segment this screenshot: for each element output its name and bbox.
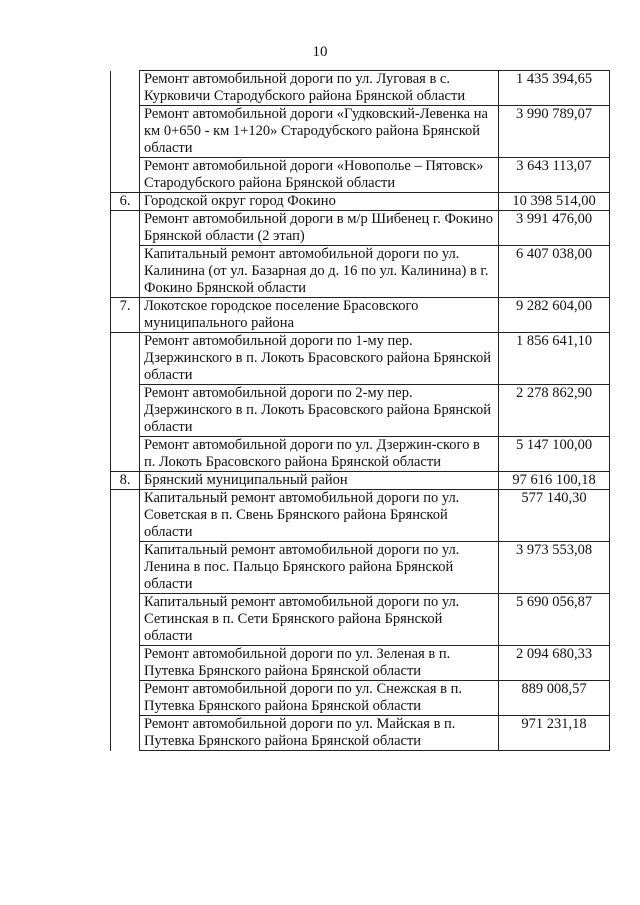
table-row (111, 211, 610, 246)
cell-num (111, 71, 140, 106)
table-row-group (111, 193, 610, 211)
cell-amount: 3 973 553,08 (499, 542, 610, 594)
table-row-group (111, 472, 610, 490)
table-row (111, 594, 610, 646)
cell-amount: 1 435 394,65 (499, 71, 610, 106)
table-row (111, 716, 610, 751)
cell-num (111, 490, 140, 542)
cell-name: Ремонт автомобильной дороги «Новополье – Пятовск» Стародубского района Брянской области (140, 158, 499, 193)
table-row (111, 106, 610, 158)
cell-amount: 5 690 056,87 (499, 594, 610, 646)
cell-num (111, 594, 140, 646)
cell-amount: 889 008,57 (499, 681, 610, 716)
table-row (111, 333, 610, 385)
cell-amount: 3 991 476,00 (499, 211, 610, 246)
cell-num (111, 542, 140, 594)
cell-name: Капитальный ремонт автомобильной дороги по ул. Советская в п. Свень Брянского района Брянской области (140, 490, 499, 542)
table-row (111, 158, 610, 193)
table-row-group (111, 298, 610, 333)
cell-name: Ремонт автомобильной дороги по 2-му пер. Дзержинского в п. Локоть Брасовского района Брянской области (140, 385, 499, 437)
cell-name: Ремонт автомобильной дороги по ул. Луговая в с. Курковичи Стародубского района Брянской области (140, 71, 499, 106)
cell-num (111, 437, 140, 472)
cell-num: 8. (111, 472, 140, 490)
cell-num: 6. (111, 193, 140, 211)
page-number: 10 (312, 44, 328, 60)
cell-amount: 971 231,18 (499, 716, 610, 751)
cell-name: Капитальный ремонт автомобильной дороги по ул. Калинина (от ул. Базарная до д. 16 по ул. Калинина) в г. Фокино Брянской области (140, 246, 499, 298)
cell-amount: 6 407 038,00 (499, 246, 610, 298)
cell-amount: 577 140,30 (499, 490, 610, 542)
table-row (111, 490, 610, 542)
cell-name: Брянский муниципальный район (140, 472, 499, 490)
cell-num (111, 333, 140, 385)
cell-num (111, 681, 140, 716)
cell-name: Ремонт автомобильной дороги по ул. Майская в п. Путевка Брянского района Брянской области (140, 716, 499, 751)
cell-num (111, 106, 140, 158)
table-body (111, 71, 610, 751)
table-row (111, 437, 610, 472)
cell-amount: 2 278 862,90 (499, 385, 610, 437)
cell-name: Капитальный ремонт автомобильной дороги по ул. Сетинская в п. Сети Брянского района Брянской области (140, 594, 499, 646)
cell-name: Ремонт автомобильной дороги в м/р Шибенец г. Фокино Брянской области (2 этап) (140, 211, 499, 246)
cell-amount: 2 094 680,33 (499, 646, 610, 681)
table-row (111, 681, 610, 716)
cell-amount: 3 643 113,07 (499, 158, 610, 193)
cell-amount: 10 398 514,00 (499, 193, 610, 211)
cell-name: Ремонт автомобильной дороги по ул. Зеленая в п. Путевка Брянского района Брянской области (140, 646, 499, 681)
cell-amount: 97 616 100,18 (499, 472, 610, 490)
funding-table (110, 70, 610, 751)
cell-name: Капитальный ремонт автомобильной дороги по ул. Ленина в пос. Пальцо Брянского района Брянской области (140, 542, 499, 594)
cell-num (111, 211, 140, 246)
table-row (111, 246, 610, 298)
cell-name: Ремонт автомобильной дороги по ул. Снежская в п. Путевка Брянского района Брянской области (140, 681, 499, 716)
table-row (111, 385, 610, 437)
cell-num (111, 246, 140, 298)
cell-name: Ремонт автомобильной дороги по 1-му пер. Дзержинского в п. Локоть Брасовского района Брянской области (140, 333, 499, 385)
cell-name: Локотское городское поселение Брасовского муниципального района (140, 298, 499, 333)
cell-name: Ремонт автомобильной дороги «Гудковский-Левенка на км 0+650 - км 1+120» Стародубского района Брянской области (140, 106, 499, 158)
table-row (111, 71, 610, 106)
cell-num: 7. (111, 298, 140, 333)
cell-num (111, 385, 140, 437)
cell-num (111, 646, 140, 681)
cell-name: Городской округ город Фокино (140, 193, 499, 211)
cell-num (111, 158, 140, 193)
cell-num (111, 716, 140, 751)
cell-amount: 5 147 100,00 (499, 437, 610, 472)
cell-amount: 3 990 789,07 (499, 106, 610, 158)
cell-name: Ремонт автомобильной дороги по ул. Дзержин-ского в п. Локоть Брасовского района Брянской области (140, 437, 499, 472)
table-row (111, 646, 610, 681)
table-row (111, 542, 610, 594)
cell-amount: 1 856 641,10 (499, 333, 610, 385)
cell-amount: 9 282 604,00 (499, 298, 610, 333)
